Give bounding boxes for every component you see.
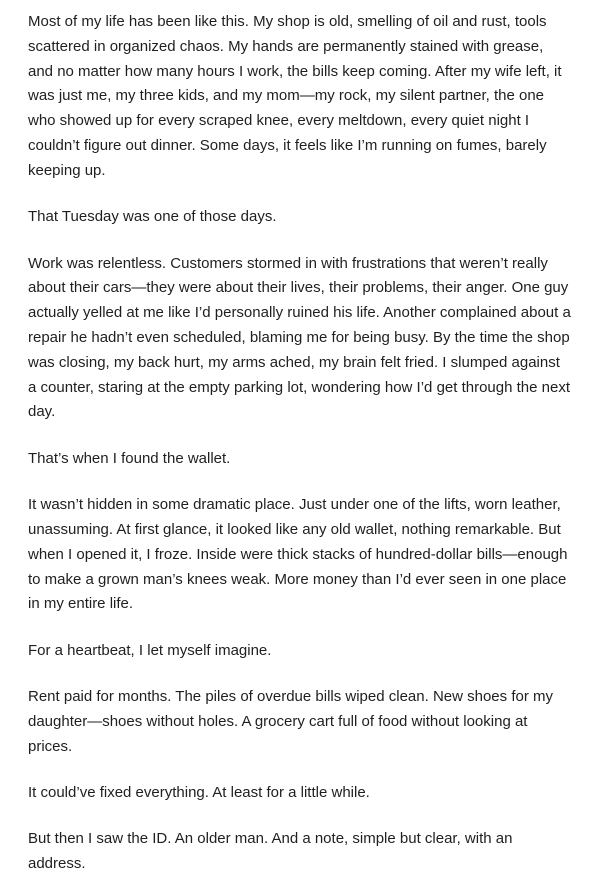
paragraph-found-wallet: That’s when I found the wallet. bbox=[28, 449, 231, 467]
paragraph-imagine: For a heartbeat, I let myself imagine. bbox=[28, 641, 272, 659]
paragraph-tuesday: That Tuesday was one of those days. bbox=[28, 208, 277, 226]
paragraph-work-relentless: Work was relentless. Customers stormed in with frustrations that weren’t really about their cars—they were about their lives, their problems, their anger. One guy actually yelled at me like I’d personally ruined his life. Another complained about a repair he hadn’t even scheduled, blaming me for being busy. By the time the shop was closing, my back hurt, my arms ached, my brain felt fried. I slumped against a counter, staring at the empty parking lot, wondering how I’d get through the next day. bbox=[28, 254, 571, 421]
paragraph-saw-id: But then I saw the ID. An older man. And a note, simple but clear, with an address. bbox=[28, 830, 513, 873]
paragraph-wallet-description: It wasn’t hidden in some dramatic place. Just under one of the lifts, worn leather, unassuming. At first glance, it looked like any old wallet, nothing remarkable. But when I opened it, I froze. Inside were thick stacks of hundred-dollar bills—enough to make a grown man’s knees weak. More money than I’d ever seen in one place in my entire life. bbox=[28, 496, 568, 613]
paragraph-fixed-everything: It could’ve fixed everything. At least for a little while. bbox=[28, 784, 370, 802]
paragraph-rent-paid: Rent paid for months. The piles of overdue bills wiped clean. New shoes for my daughter—shoes without holes. A grocery cart full of food without looking at prices. bbox=[28, 688, 553, 755]
paragraph-shop-life: Most of my life has been like this. My shop is old, smelling of oil and rust, tools scattered in organized chaos. My hands are permanently stained with grease, and no matter how many hours I work, the bills keep coming. After my wife left, it was just me, my three kids, and my mom—my rock, my silent partner, the one who showed up for every scraped knee, every meltdown, every quiet night I couldn’t figure out dinner. Some days, it feels like I’m running on fumes, barely keeping up. bbox=[28, 13, 562, 179]
